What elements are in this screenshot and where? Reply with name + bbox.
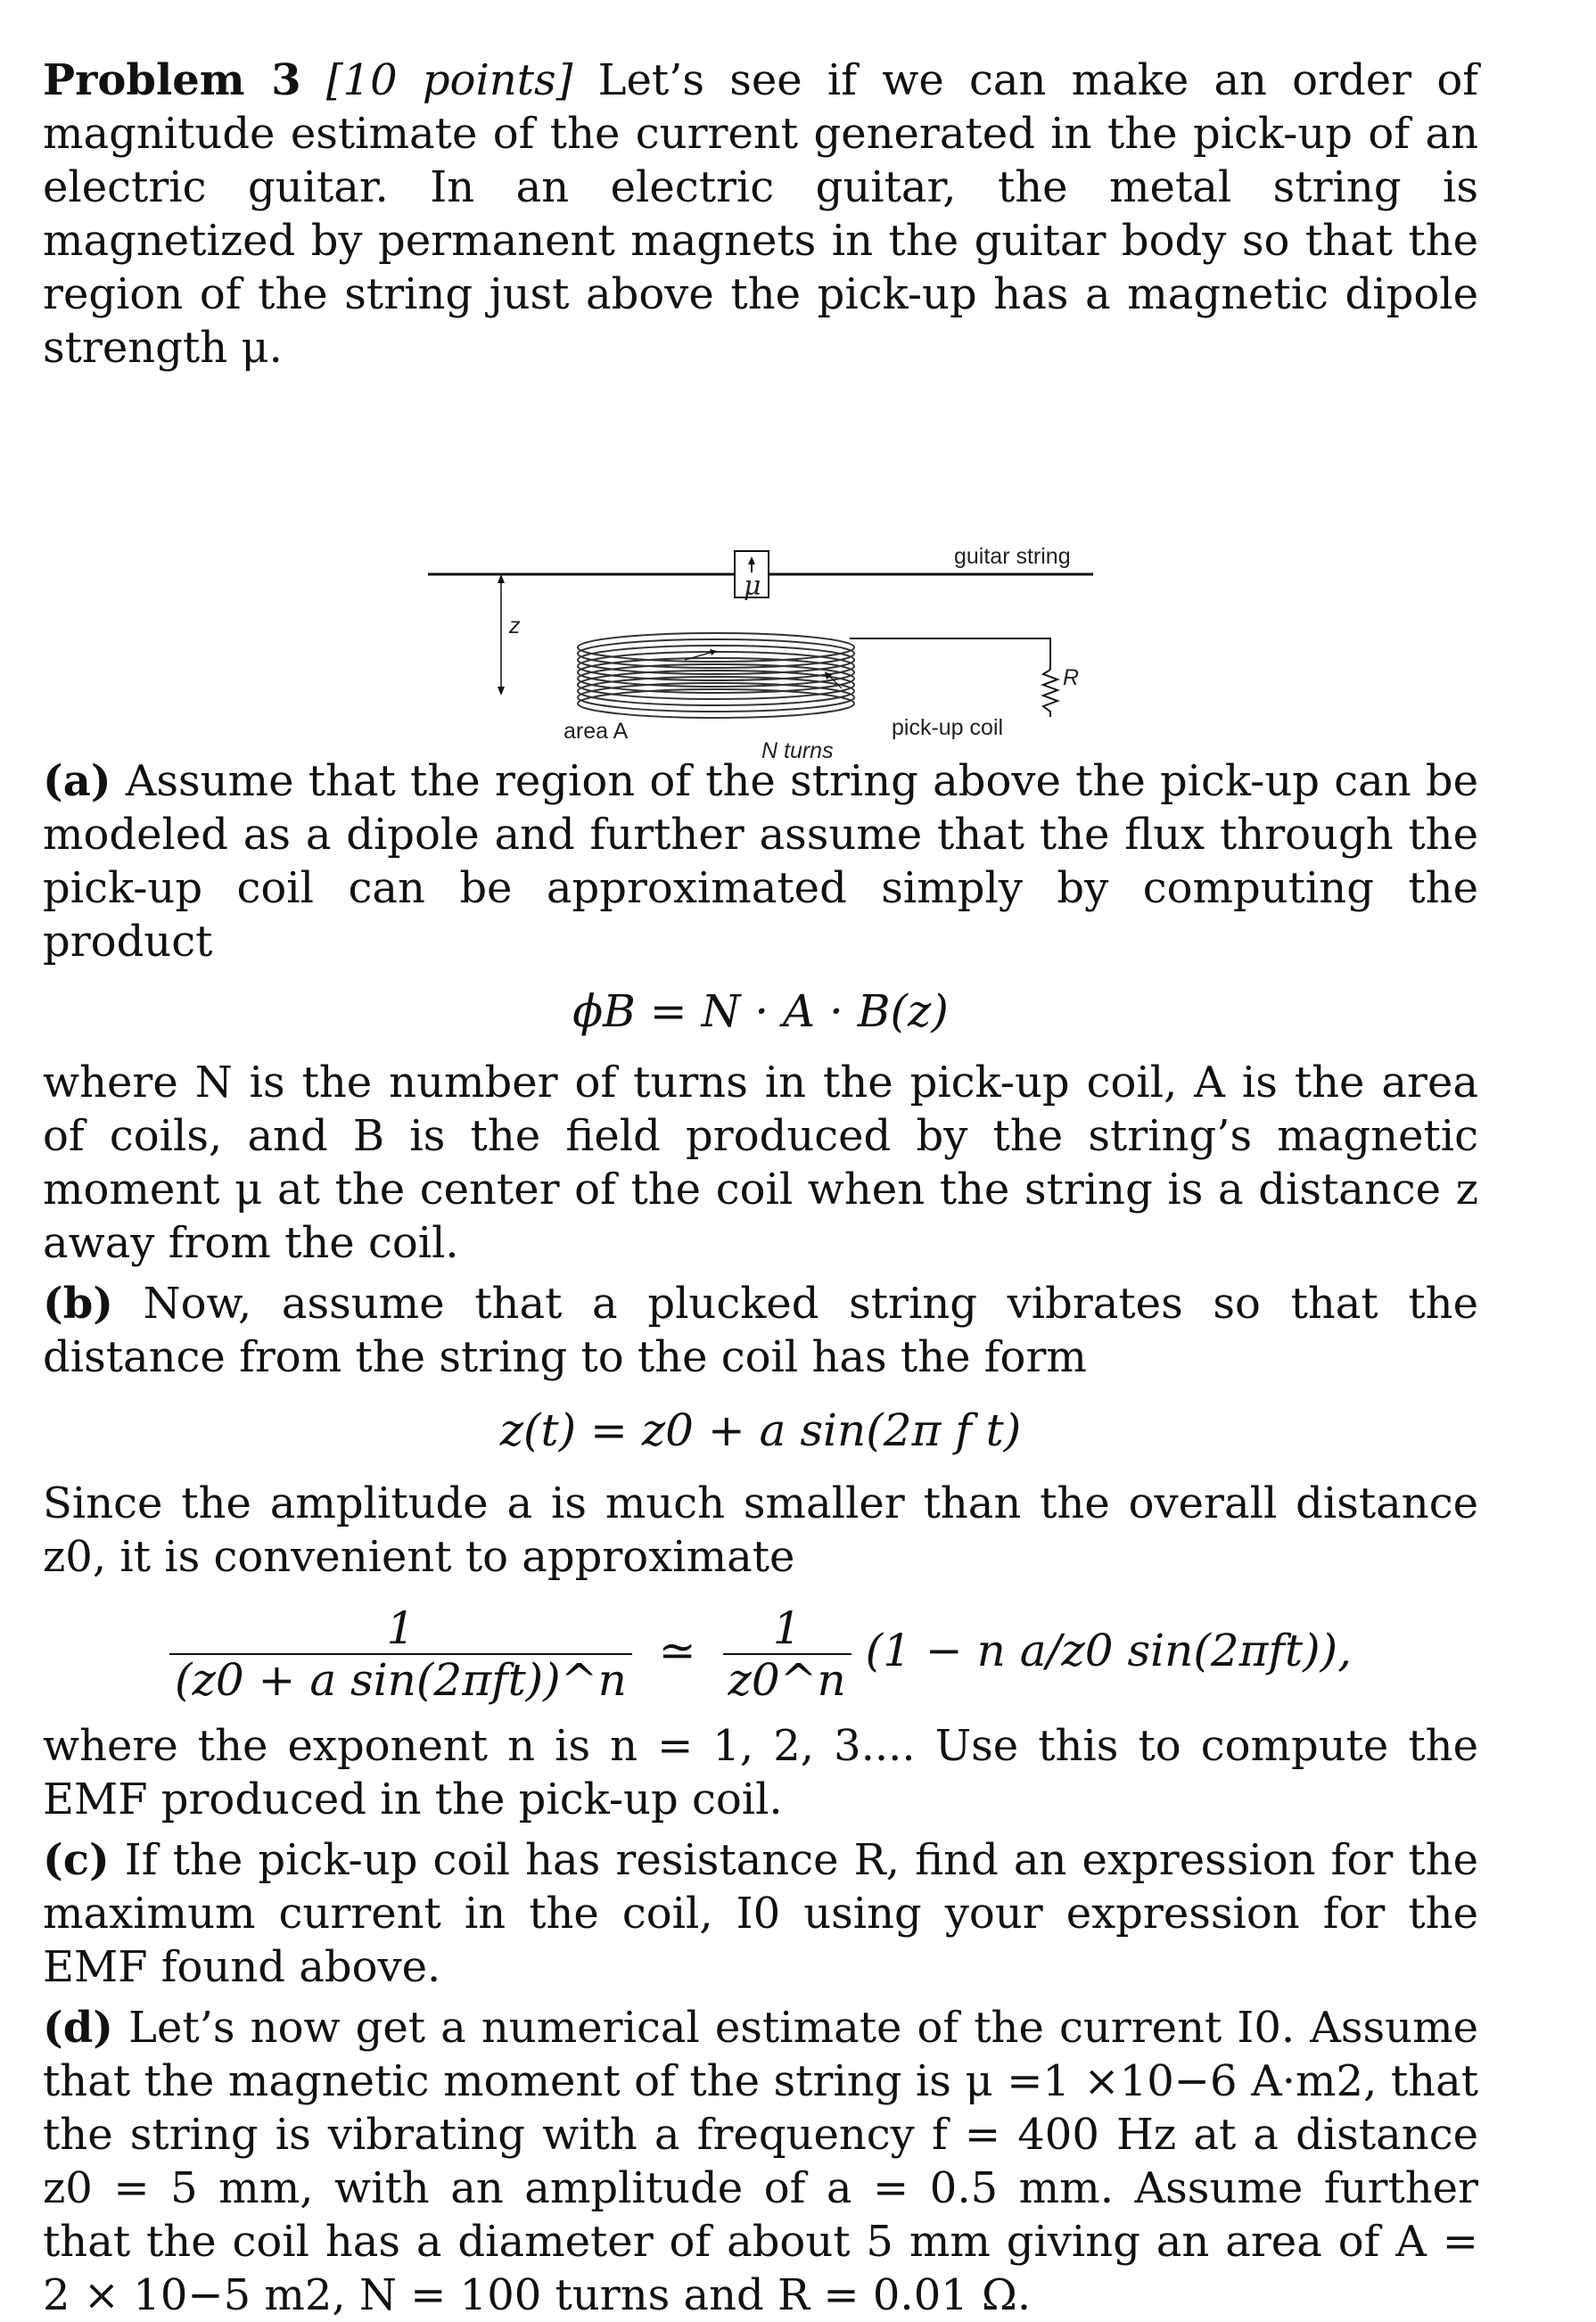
part-a-after: where N is the number of turns in the pick-up coil, A is the area of coils, and B is the field produced by the string’s magnetic moment μ at the center of the coil when the string is a distance z away from the coil. [43,1058,1478,1268]
turns-label: N turns [761,738,834,763]
pickup-figure [43,380,1478,763]
approximation-equation [43,1603,1478,1705]
circuit-wire-top [850,638,1050,670]
part-c-text: (c) If the pick-up coil has resistance R, find an expression for the maximum current in the coil, I0 using your expression for the EMF found above. [43,1835,1478,1992]
part-c-label: (c) [43,1835,110,1885]
part-a-text: (a) Assume that the region of the string above the pick-up can be modeled as a dipole and further assume that the flux through the pick-up coil can be approximated simply by computing the product [43,756,1478,967]
coil-label: pick-up coil [892,715,1004,740]
z-label: z [509,613,521,638]
part-b-after: where the exponent n is n = 1, 2, 3.... Use this to compute the EMF produced in the pick-up coil. [43,1721,1478,1824]
problem-intro [43,54,1478,375]
part-b-label: (b) [43,1279,113,1329]
displacement-equation: z(t) = z0 + a sin(2π f t) [499,1404,1022,1456]
part-d-label: (d) [43,2003,113,2053]
pickup-diagram [43,380,1478,719]
guitar-string-label: guitar string [954,544,1071,569]
approx-rhs: $\frac{1}{z0\^{}n}$ [723,1603,851,1705]
approx-rhs-tail: (1 − n a/z0 sin(2πft)), [865,1625,1353,1676]
area-label: area A [564,719,629,744]
resistor-label: R [1063,665,1080,690]
problem-page [43,54,1478,2322]
part-b-middle: Since the amplitude a is much smaller than the overall distance z0, it is convenient to approximate [43,1478,1478,1582]
resistor-symbol [1043,670,1057,717]
problem-intro-text: Let’s see if we can make an order of magnitude estimate of the current generated in the pick-up of an electric guitar. In an electric guitar, the metal string is magnetized by permanent magnets in the guitar body so that the region of the string just above the pick-up has a magnetic dipole strength μ. [43,55,1478,373]
problem-points: [10 points] [325,55,573,105]
flux-equation: ϕB = N · A · B(z) [572,985,949,1037]
approx-lhs: $\frac{1}{\text{(z0 + a sin(2πft))\textasciicircum{}n}}$ [169,1603,632,1705]
pickup-coil-rings [578,633,854,718]
part-d-text: (d) Let’s now get a numerical estimate of the current I0. Assume that the magnetic moment of the string is μ =1 ×10−6 A·m2, that the string is vibrating with a frequency f = 400 Hz at a distance z0 = 5 mm, with an amplitude of a = 0.5 mm. Assume further that the coil has a diameter of about 5 mm giving an area of A = 2 × 10−5 m2, N = 100 turns and R = 0.01 Ω. [43,2003,1478,2320]
part-a-label: (a) [43,756,111,806]
mu-label: μ [744,571,761,602]
approx-symbol: ≃ [658,1625,696,1676]
problem-title: Problem 3 [43,55,301,105]
part-b-text: (b) Now, assume that a plucked string vibrates so that the distance from the string to the coil has the form [43,1279,1478,1382]
